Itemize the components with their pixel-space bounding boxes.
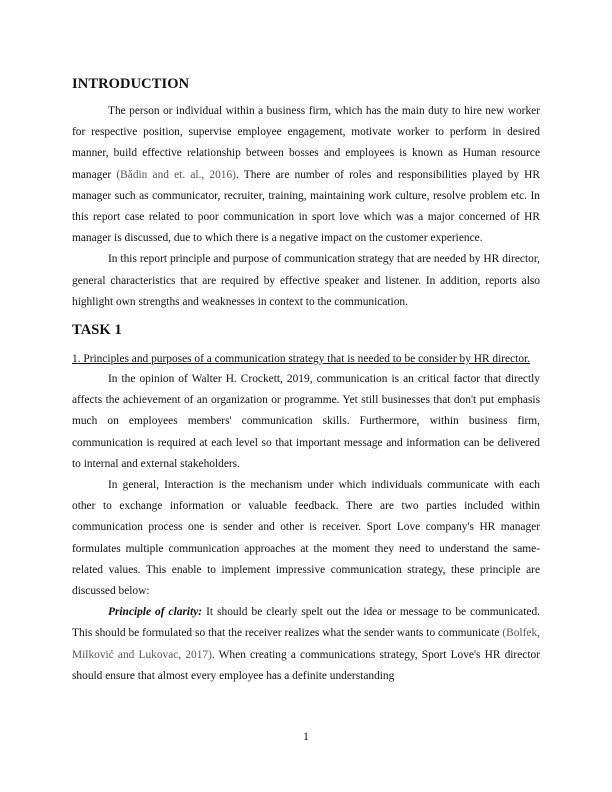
task-paragraph-3 [72,602,540,687]
principle-of-clarity-label: Principle of clarity: [108,606,203,619]
task-paragraph-1: In the opinion of Walter H. Crockett, 2019, communication is an critical factor that directly affects the achievement of an organization or programme. Yet still businesses that don't put emphasis much on employees members' communication skills. Furthermore, within business firm, communication is required at each level so that important message and information can be delivered to internal and external stakeholders. [72,373,540,470]
task-paragraph-2: In general, Interaction is the mechanism under which individuals communicate with each other to exchange information or valuable feedback. There are two parties included within communication process one is sender and other is receiver. Sport Love company's HR manager formulates multiple communication approaches at the moment they need to understand the same-related values. This enable to implement impressive communication strategy, these principle are discussed below: [72,479,540,598]
page-number: 1 [303,731,309,743]
task-p3-text-b: . When creating a communications strategy, Sport Love's HR director should ensure that almost every employee has a definite understanding [72,648,540,682]
task-1-subheading: 1. Principles and purposes of a communication strategy that is needed to be consider by HR director. [72,353,531,366]
intro-paragraph-2: In this report principle and purpose of communication strategy that are needed by HR director, general characteristics that are required by effective speaker and listener. In addition, reports also highlight own strengths and weaknesses in context to the communication. [72,253,540,308]
intro-p1-text-b: . There are number of roles and responsibilities played by HR manager such as communicator, recruiter, training, maintaining work culture, resolve problem etc. In this report case related to poor communication in sport love which was a major concerned of HR manager is discussed, due to which there is a negative impact on the customer experience. [72,168,540,245]
intro-p1-text-a: The person or individual within a business firm, which has the main duty to hire new worker for respective position, supervise employee engagement, motivate worker to perform in desired manner, build effective relationship between bosses and employees is known as Human resource manager [72,105,540,181]
introduction-heading: INTRODUCTION [72,76,190,92]
intro-p1-citation: (Bădin and et. al., 2016) [116,168,236,181]
intro-paragraph-1 [72,101,540,249]
task-p3-text-a: It should be clearly spelt out the idea or message to be communicated. This should be formulated so that the receiver realizes what the sender wants to communicate [72,606,540,640]
task-p3-citation: (Bolfek, Milković and Lukovac, 2017) [72,627,540,661]
task-1-heading: TASK 1 [72,322,122,339]
page-content [72,76,540,687]
